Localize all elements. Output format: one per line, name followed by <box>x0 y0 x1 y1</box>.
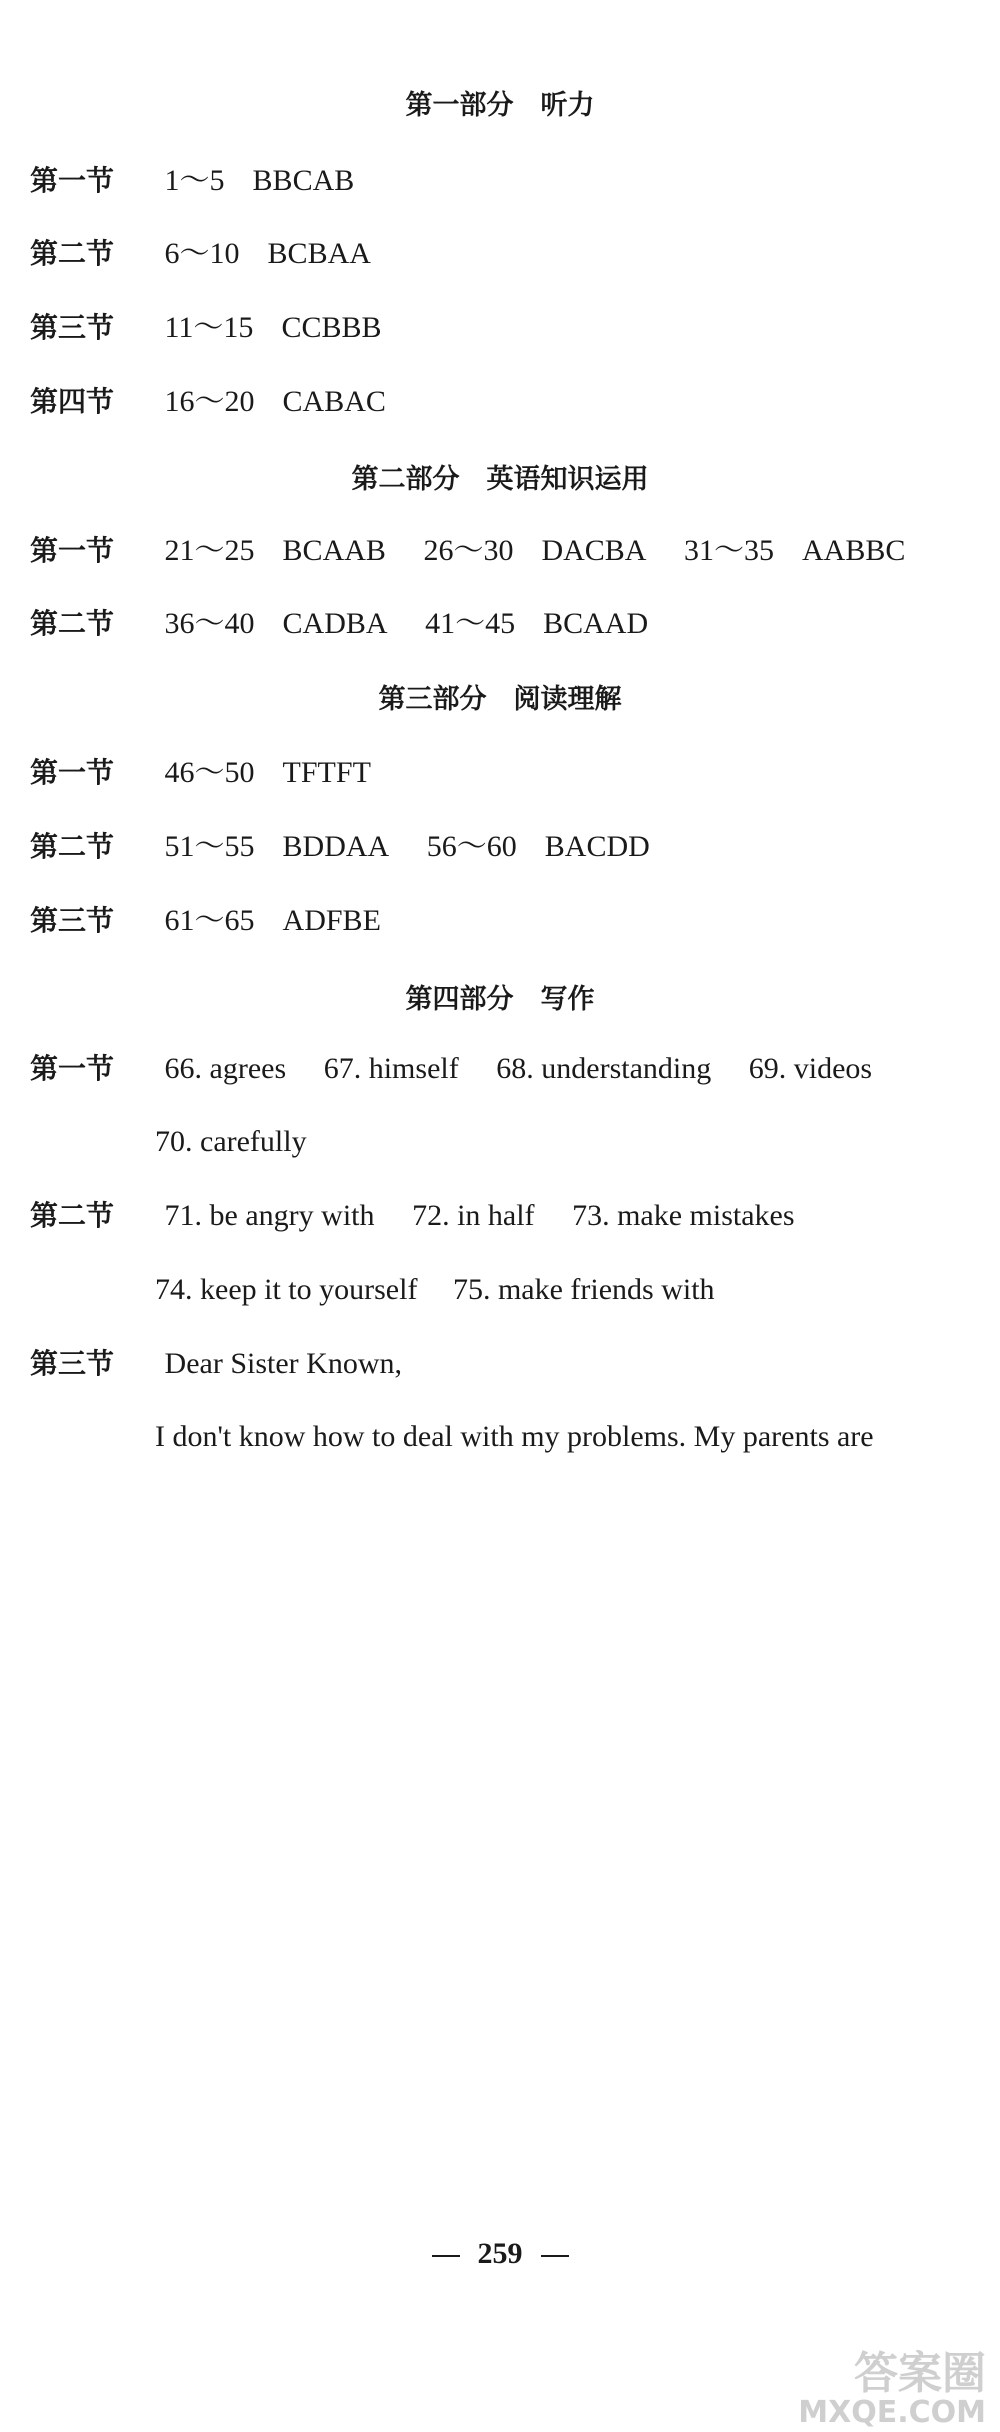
answer-key: ADFBE <box>282 904 381 937</box>
watermark-logo-text: 答案圈 <box>854 2348 986 2399</box>
answer-item: 69. videos <box>748 1052 873 1085</box>
question-range: 16～20 <box>164 385 255 418</box>
answer-row-continued <box>155 1272 743 1308</box>
answer-row <box>30 606 676 642</box>
answer-key: BBCAB <box>252 164 355 197</box>
answer-item <box>427 829 650 865</box>
answer-row <box>30 236 399 272</box>
section-label: 第三节 <box>30 904 115 937</box>
question-range: 51～55 <box>164 830 255 863</box>
section-label: 第二节 <box>30 830 115 863</box>
question-range: 56～60 <box>426 830 517 863</box>
section-label: 第一节 <box>30 1052 115 1085</box>
answer-key: BCAAD <box>543 607 649 640</box>
answer-row <box>30 384 414 420</box>
answer-item <box>165 606 388 642</box>
answer-key: BCAAB <box>282 534 386 567</box>
section-label: 第二节 <box>30 237 115 270</box>
section-label: 第四节 <box>30 385 115 418</box>
answer-item <box>165 163 355 199</box>
section-label: 第三节 <box>30 1347 115 1380</box>
section-label: 第二节 <box>30 1199 115 1232</box>
answer-item: 74. keep it to yourself <box>155 1273 418 1306</box>
answer-item: 70. carefully <box>155 1125 307 1158</box>
answer-item: 71. be angry with <box>164 1199 375 1232</box>
section-label: 第三节 <box>30 311 115 344</box>
answer-row <box>30 1346 430 1382</box>
answer-row <box>30 163 382 199</box>
page-number-dash <box>432 2255 460 2257</box>
watermark-url: MXQE.COM <box>798 2395 986 2430</box>
answer-key: BCBAA <box>267 237 371 270</box>
answer-row-continued <box>155 1124 335 1160</box>
answer-key: TFTFT <box>282 756 371 789</box>
question-range: 6～10 <box>164 237 240 270</box>
page-number-value: 259 <box>477 2237 523 2270</box>
question-range: 11～15 <box>164 311 254 344</box>
page-number-dash <box>541 2255 569 2257</box>
part-4-heading: 第四部分 写作 <box>405 984 595 1015</box>
answer-key: CABAC <box>282 385 386 418</box>
answer-item: 68. understanding <box>496 1052 712 1085</box>
answer-item <box>425 606 648 642</box>
answer-row <box>30 533 933 569</box>
answer-row <box>30 903 409 939</box>
letter-salutation: Dear Sister Known, <box>164 1347 402 1380</box>
question-range: 46～50 <box>164 756 255 789</box>
answer-key: AABBC <box>802 534 906 567</box>
answer-item: 75. make friends with <box>452 1273 715 1306</box>
answer-item: 66. agrees <box>164 1052 287 1085</box>
answer-item <box>165 310 382 346</box>
answer-row <box>30 310 410 346</box>
part-3-heading: 第三部分 阅读理解 <box>378 684 622 715</box>
site-watermark <box>798 2348 986 2430</box>
question-range: 41～45 <box>425 607 516 640</box>
answer-key: BDDAA <box>282 830 390 863</box>
section-label: 第一节 <box>30 756 115 789</box>
answer-key: CADBA <box>282 607 388 640</box>
part-1-heading: 第一部分 听力 <box>405 90 595 121</box>
answer-item <box>165 384 386 420</box>
answer-item: 72. in half <box>412 1199 535 1232</box>
answer-row <box>30 829 678 865</box>
answer-item <box>165 533 386 569</box>
section-label: 第一节 <box>30 164 115 197</box>
answer-item <box>165 829 390 865</box>
page-number <box>0 2236 1000 2272</box>
question-range: 36～40 <box>164 607 255 640</box>
question-range: 1～5 <box>164 164 225 197</box>
question-range: 21～25 <box>164 534 255 567</box>
answer-key: DACBA <box>541 534 647 567</box>
answer-row <box>30 1051 900 1087</box>
answer-key: BACDD <box>544 830 650 863</box>
answer-item <box>423 533 646 569</box>
answer-item <box>684 533 905 569</box>
question-range: 61～65 <box>164 904 255 937</box>
answer-item: 67. himself <box>323 1052 459 1085</box>
section-label: 第二节 <box>30 607 115 640</box>
letter-body: I don't know how to deal with my problems. My parents are <box>155 1420 874 1453</box>
answer-item <box>165 903 381 939</box>
answer-row <box>30 1198 823 1234</box>
part-2-heading: 第二部分 英语知识运用 <box>351 464 649 495</box>
answer-key: CCBBB <box>281 311 382 344</box>
answer-item: 73. make mistakes <box>572 1199 795 1232</box>
answer-item <box>165 236 371 272</box>
answer-row <box>30 755 399 791</box>
answer-item <box>165 755 371 791</box>
section-label: 第一节 <box>30 534 115 567</box>
question-range: 31～35 <box>684 534 775 567</box>
question-range: 26～30 <box>423 534 514 567</box>
